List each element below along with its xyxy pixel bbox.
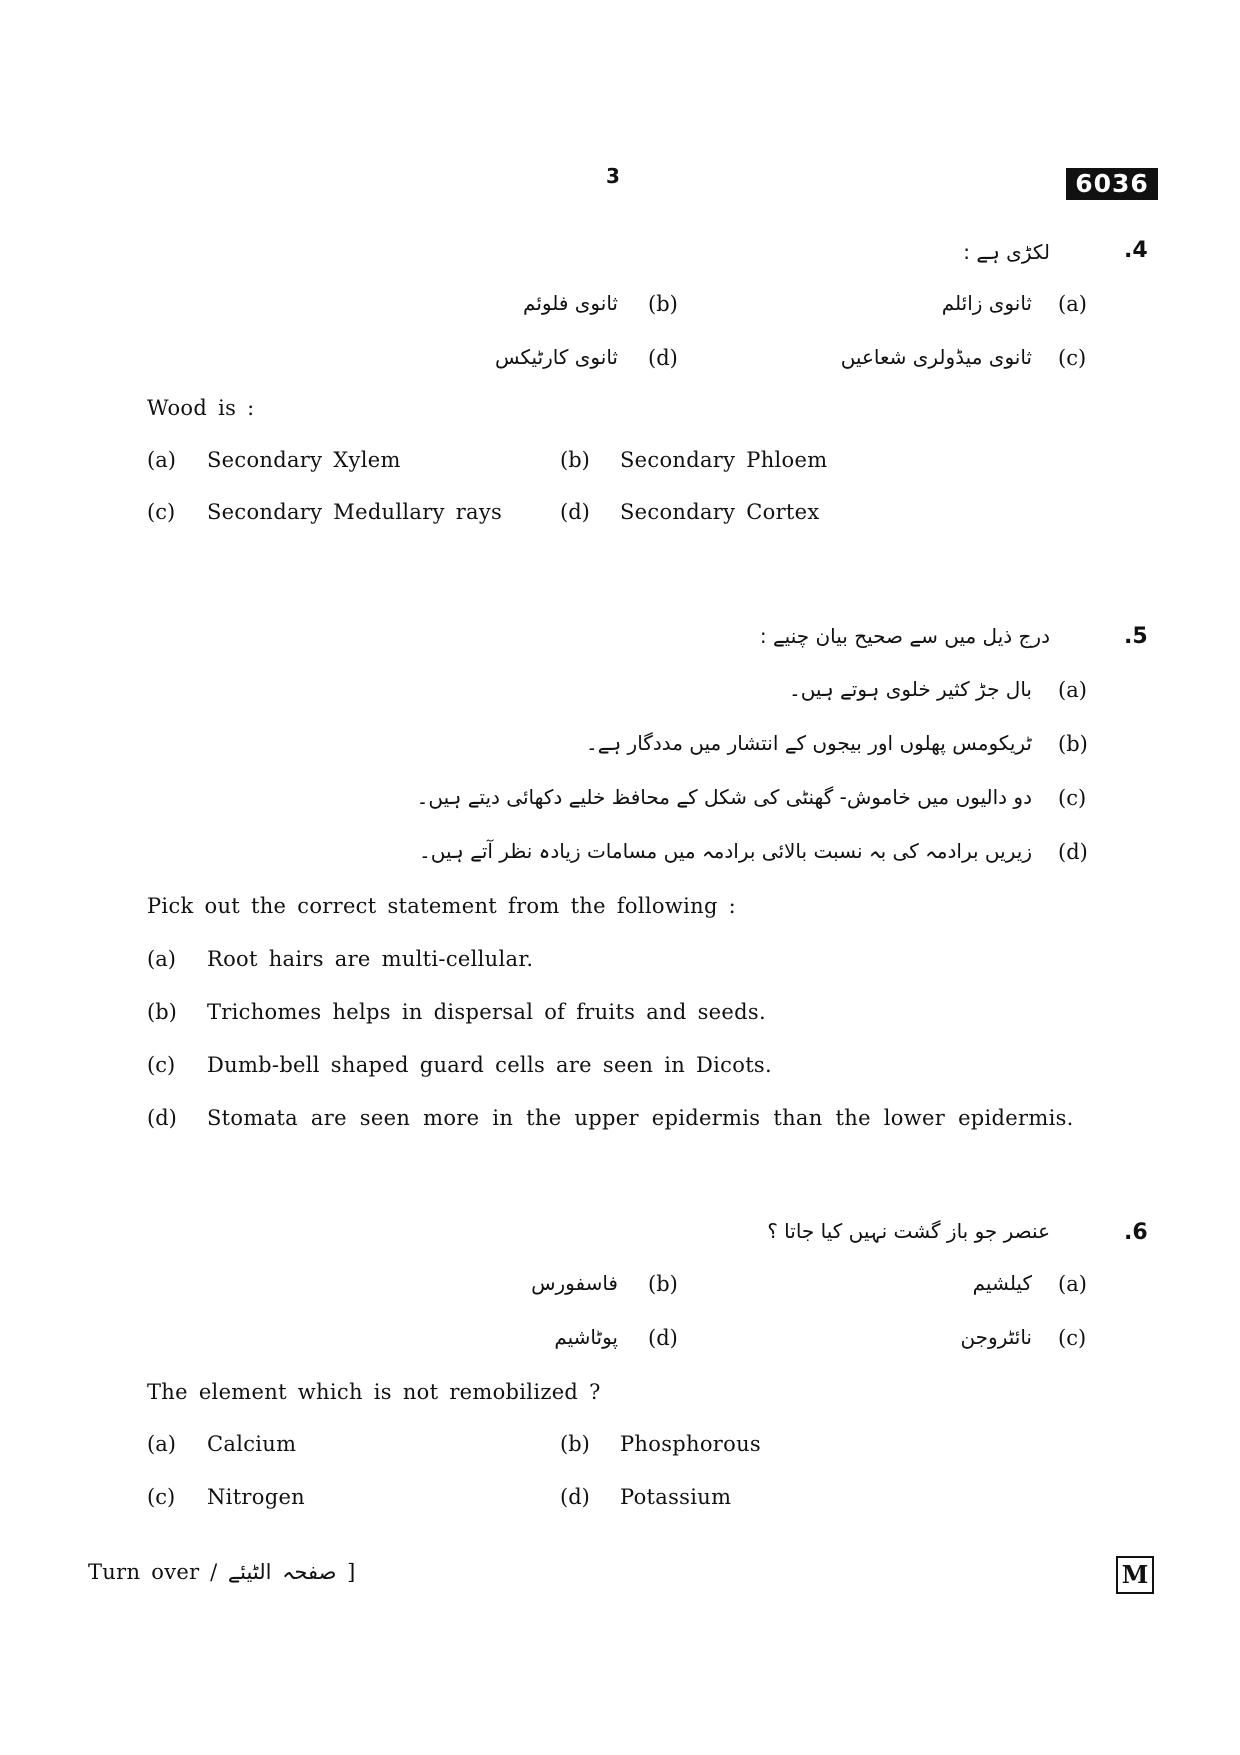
option-text: Root hairs are multi-cellular. [207, 947, 534, 971]
urdu-option-text: ثانوی کارٹیکس [495, 345, 618, 369]
urdu-option-label: (b) [1058, 732, 1088, 756]
urdu-question: عنصر جو باز گشت نہیں کیا جاتا ؟ [767, 1219, 1050, 1243]
urdu-option-label: (c) [1058, 786, 1087, 810]
urdu-option-text: نائٹروجن [960, 1325, 1032, 1349]
paper-code-badge: 6036 [1066, 168, 1158, 200]
option-text: Trichomes helps in dispersal of fruits and seeds. [207, 1000, 766, 1024]
urdu-option-text: ٹریکومس پھلوں اور بیجوں کے انتشار میں مددگار ہے۔ [586, 731, 1032, 755]
option-label: (b) [147, 1000, 177, 1024]
option-text: Phosphorous [620, 1432, 761, 1456]
english-question: Pick out the correct statement from the following : [147, 894, 737, 918]
urdu-option-label: (c) [1058, 1326, 1087, 1350]
question-number: .5 [1124, 624, 1148, 649]
urdu-question: درج ذیل میں سے صحیح بیان چنیے : [759, 624, 1050, 648]
version-marker: M [1116, 1556, 1154, 1594]
english-question: Wood is : [147, 396, 255, 420]
urdu-option-text: فاسفورس [531, 1271, 618, 1295]
urdu-option-text: دو دالیوں میں خاموش- گھنٹی کی شکل کے محافظ خلیے دکھائی دیتے ہیں۔ [416, 785, 1032, 809]
urdu-option-text: پوٹاشیم [554, 1325, 618, 1349]
option-label: (a) [147, 947, 176, 971]
option-label: (d) [560, 1485, 590, 1509]
urdu-option-text: ثانوی میڈولری شعاعیں [840, 345, 1032, 369]
question-number: .4 [1124, 238, 1148, 263]
urdu-option-label: (a) [1058, 292, 1087, 316]
option-text: Potassium [620, 1485, 732, 1509]
option-label: (a) [147, 1432, 176, 1456]
urdu-option-label: (d) [1058, 840, 1088, 864]
option-label: (c) [147, 500, 176, 524]
option-label: (a) [147, 448, 176, 472]
urdu-option-text: کیلشیم [972, 1271, 1032, 1295]
option-label: (c) [147, 1053, 176, 1077]
option-text: Stomata are seen more in the upper epidermis than the lower epidermis. [207, 1106, 1074, 1130]
urdu-option-text: بال جڑ کثیر خلوی ہوتے ہیں۔ [788, 677, 1032, 701]
option-text: Secondary Xylem [207, 448, 401, 472]
urdu-option-label: (d) [648, 346, 678, 370]
urdu-question: لکڑی ہے : [963, 240, 1050, 264]
urdu-option-label: (a) [1058, 678, 1087, 702]
option-text: Calcium [207, 1432, 297, 1456]
option-text: Dumb-bell shaped guard cells are seen in Dicots. [207, 1053, 772, 1077]
question-number: .6 [1124, 1220, 1148, 1245]
option-label: (d) [560, 500, 590, 524]
option-text: Nitrogen [207, 1485, 306, 1509]
urdu-option-label: (a) [1058, 1272, 1087, 1296]
option-text: Secondary Medullary rays [207, 500, 503, 524]
urdu-option-text: ثانوی فلوئم [523, 291, 618, 315]
urdu-option-text: ثانوی زائلم [941, 291, 1032, 315]
option-label: (b) [560, 448, 590, 472]
urdu-option-label: (b) [648, 292, 678, 316]
urdu-option-text: زیریں برادمہ کی بہ نسبت بالائی برادمہ میں مسامات زیادہ نظر آتے ہیں۔ [419, 839, 1032, 863]
option-text: Secondary Phloem [620, 448, 828, 472]
option-label: (b) [560, 1432, 590, 1456]
urdu-option-label: (d) [648, 1326, 678, 1350]
page-number: 3 [606, 164, 620, 188]
english-question: The element which is not remobilized ? [147, 1380, 601, 1404]
urdu-option-label: (b) [648, 1272, 678, 1296]
option-text: Secondary Cortex [620, 500, 820, 524]
turn-over-note: [ صفحہ الٹیئے / Turn over [88, 1560, 356, 1584]
option-label: (d) [147, 1106, 177, 1130]
urdu-option-label: (c) [1058, 346, 1087, 370]
option-label: (c) [147, 1485, 176, 1509]
